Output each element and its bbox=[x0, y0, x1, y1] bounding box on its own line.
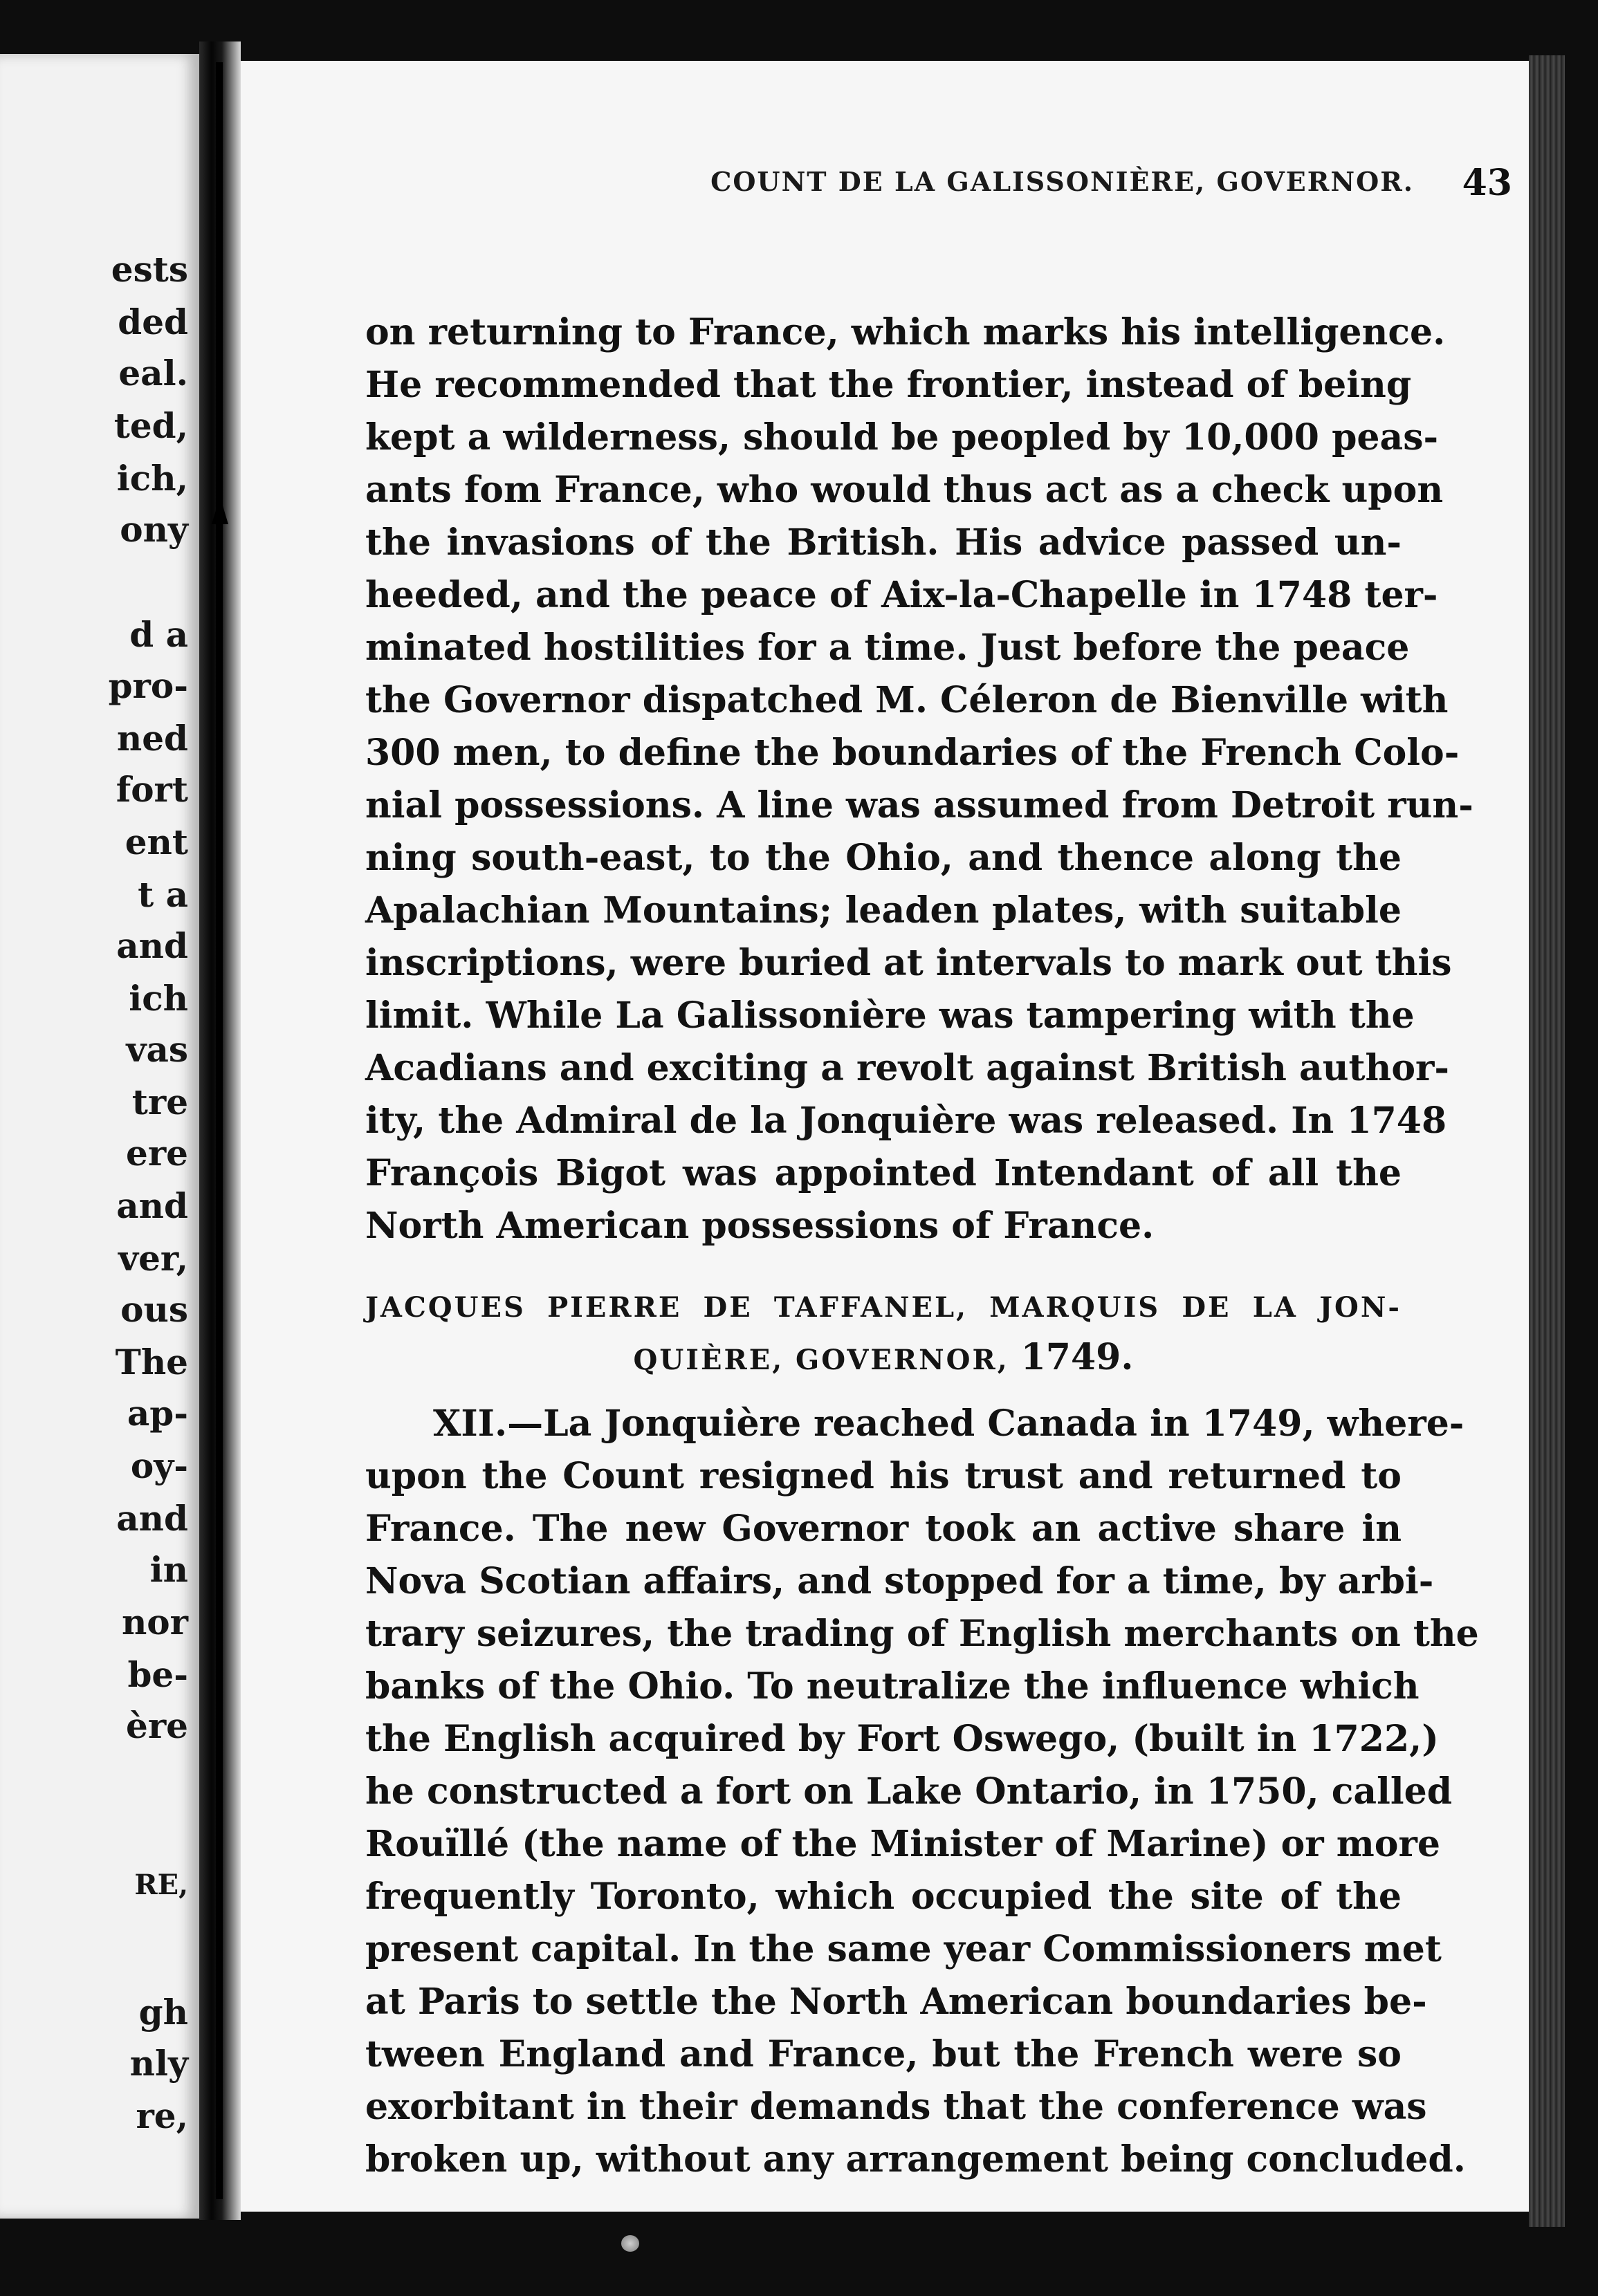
text-line: broken up, without any arrangement being concluded. bbox=[365, 2138, 1466, 2181]
left-fragment: fort bbox=[116, 769, 188, 810]
section-heading-line2 bbox=[365, 1335, 1402, 1380]
left-fragment: gh bbox=[138, 1992, 188, 2033]
text-line: 300 men, to define the boundaries of the French Colo- bbox=[365, 732, 1460, 774]
left-fragment: and bbox=[116, 925, 188, 966]
left-fragment: ver, bbox=[118, 1238, 188, 1279]
left-fragment: ted, bbox=[113, 405, 188, 446]
left-fragment: in bbox=[149, 1549, 188, 1590]
left-fragment: and bbox=[116, 1185, 188, 1226]
text-line: upon the Count resigned his trust and returned to bbox=[365, 1455, 1402, 1497]
gutter-shadow bbox=[216, 62, 223, 2199]
book-page bbox=[241, 61, 1529, 2212]
text-line: ity, the Admiral de la Jonquière was released. In 1748 bbox=[365, 1100, 1447, 1142]
text-line: XII.—La Jonquière reached Canada in 1749, where- bbox=[433, 1402, 1464, 1445]
text-line: kept a wilderness, should be peopled by 10,000 peas- bbox=[365, 416, 1439, 459]
text-line: he constructed a fort on Lake Ontario, in 1750, called bbox=[365, 1770, 1453, 1813]
text-line: trary seizures, the trading of English merchants on the bbox=[365, 1613, 1479, 1655]
text-line: the Governor dispatched M. Céleron de Bienville with bbox=[365, 679, 1449, 721]
left-fragment: and bbox=[116, 1498, 188, 1539]
left-fragment: ned bbox=[116, 718, 188, 759]
section-heading-year: 1749. bbox=[1020, 1336, 1134, 1378]
left-fragment: d a bbox=[129, 614, 188, 655]
left-fragment: tre bbox=[131, 1082, 188, 1122]
text-line: at Paris to settle the North American boundaries be- bbox=[365, 1981, 1427, 2023]
dust-speck bbox=[621, 2235, 639, 2252]
left-fragment: pro- bbox=[108, 665, 188, 706]
page-stack-edge bbox=[1529, 55, 1565, 2227]
text-line: minated hostilities for a time. Just before the peace bbox=[365, 627, 1410, 669]
text-line: the invasions of the British. His advice passed un- bbox=[365, 521, 1402, 564]
text-line: Apalachian Mountains; leaden plates, with suitable bbox=[365, 889, 1402, 932]
left-fragment: ony bbox=[120, 509, 188, 550]
facing-page-fragment bbox=[0, 54, 199, 2219]
text-line: limit. While La Galissonière was tampering with the bbox=[365, 994, 1415, 1037]
text-line: on returning to France, which marks his intelligence. bbox=[365, 311, 1446, 353]
text-line: exorbitant in their demands that the conference was bbox=[365, 2086, 1427, 2128]
text-line: tween England and France, but the French were so bbox=[365, 2033, 1402, 2075]
left-fragment: oy- bbox=[130, 1445, 188, 1486]
left-fragment: ich bbox=[129, 978, 188, 1019]
text-line: ning south-east, to the Ohio, and thence along the bbox=[365, 837, 1402, 879]
text-line: heeded, and the peace of Aix-la-Chapelle in 1748 ter- bbox=[365, 574, 1438, 616]
left-fragment: ous bbox=[120, 1289, 188, 1330]
text-line: the English acquired by Fort Oswego, (built in 1722,) bbox=[365, 1718, 1439, 1760]
running-head bbox=[241, 166, 1414, 214]
section-heading-title: QUIÈRE, GOVERNOR, bbox=[633, 1344, 1009, 1376]
text-line: banks of the Ohio. To neutralize the influence which bbox=[365, 1665, 1420, 1707]
left-fragment: re, bbox=[136, 2095, 188, 2136]
left-fragment: vas bbox=[126, 1029, 188, 1070]
left-fragment: ap- bbox=[127, 1393, 188, 1434]
text-line: frequently Toronto, which occupied the site of the bbox=[365, 1876, 1402, 1918]
left-fragment: ère bbox=[126, 1705, 188, 1746]
text-line: He recommended that the frontier, instead of being bbox=[365, 364, 1412, 406]
left-fragment: eal. bbox=[118, 353, 188, 394]
left-fragment: The bbox=[115, 1342, 188, 1382]
text-line: nial possessions. A line was assumed from Detroit run- bbox=[365, 784, 1473, 826]
left-fragment: ded bbox=[118, 302, 188, 342]
text-line: Nova Scotian affairs, and stopped for a time, by arbi- bbox=[365, 1560, 1434, 1602]
text-line: Acadians and exciting a revolt against British author- bbox=[365, 1047, 1450, 1089]
text-line: present capital. In the same year Commissioners met bbox=[365, 1928, 1442, 1970]
page-number: 43 bbox=[1462, 162, 1512, 204]
left-fragment: RE, bbox=[134, 1869, 188, 1901]
text-line: France. The new Governor took an active share in bbox=[365, 1508, 1402, 1550]
text-line: inscriptions, were buried at intervals to mark out this bbox=[365, 942, 1452, 984]
left-fragment: be- bbox=[127, 1654, 188, 1695]
left-fragment: ests bbox=[111, 249, 188, 290]
running-head-title: COUNT DE LA GALISSONIÈRE, GOVERNOR. bbox=[710, 166, 1414, 197]
section-heading-line1: JACQUES PIERRE DE TAFFANEL, MARQUIS DE LA JON- bbox=[365, 1291, 1402, 1324]
left-fragment: nly bbox=[129, 2043, 188, 2084]
left-fragment: nor bbox=[121, 1602, 188, 1642]
left-fragment: ich, bbox=[116, 458, 188, 499]
left-fragment: ere bbox=[126, 1133, 188, 1174]
text-line: François Bigot was appointed Intendant of all the bbox=[365, 1152, 1402, 1194]
left-fragment: ent bbox=[125, 822, 188, 862]
left-fragment: t a bbox=[138, 874, 188, 915]
text-line: North American possessions of France. bbox=[365, 1205, 1155, 1247]
gutter-mark bbox=[212, 497, 228, 524]
text-line: Rouïllé (the name of the Minister of Marine) or more bbox=[365, 1823, 1440, 1865]
text-line: ants fom France, who would thus act as a check upon bbox=[365, 469, 1444, 511]
